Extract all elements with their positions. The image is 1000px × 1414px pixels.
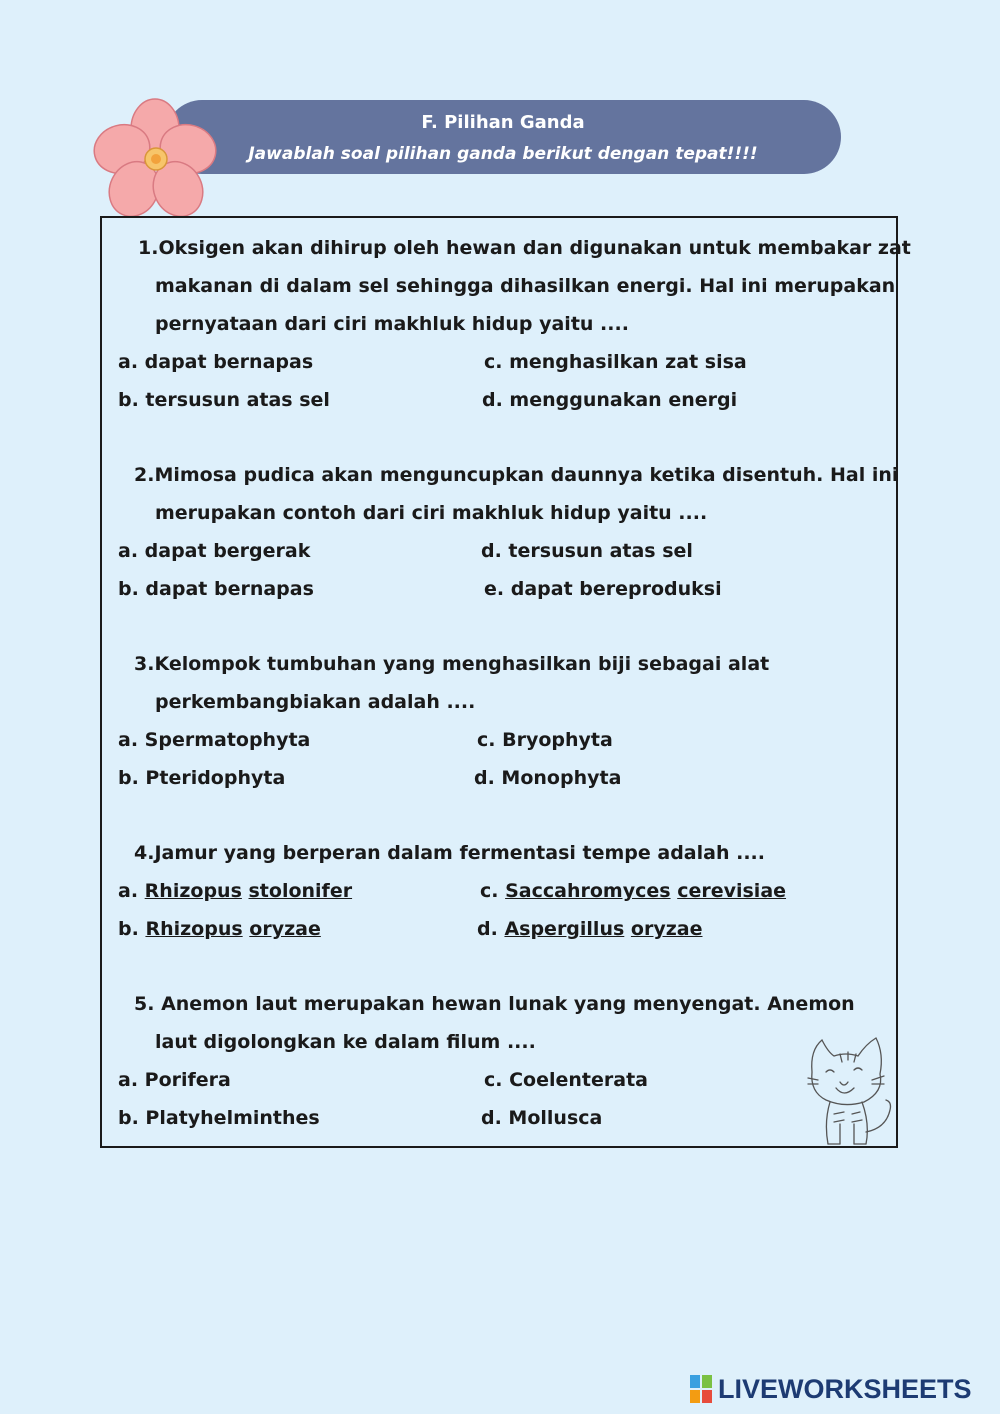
brand-name: LIVEWORKSHEETS xyxy=(718,1373,972,1404)
q3-option-c[interactable]: c. Bryophyta xyxy=(477,729,613,751)
question-2-line-2: merupakan contoh dari ciri makhluk hidup yaitu .... xyxy=(155,502,708,524)
q3-option-a[interactable]: a. Spermatophyta xyxy=(118,729,311,751)
cat-icon xyxy=(800,1032,900,1150)
q2-option-e[interactable]: e. dapat bereproduksi xyxy=(484,578,722,600)
q5-option-c[interactable]: c. Coelenterata xyxy=(484,1069,648,1091)
footer-brand[interactable] xyxy=(690,1372,972,1406)
liveworksheets-logo-icon xyxy=(690,1375,712,1403)
q4-option-a[interactable]: a. Rhizopus stolonifer xyxy=(118,880,353,902)
question-1-line-2: makanan di dalam sel sehingga dihasilkan energi. Hal ini merupakan xyxy=(155,275,896,297)
q3-option-b[interactable]: b. Pteridophyta xyxy=(118,767,286,789)
header-banner xyxy=(165,100,841,174)
section-title: F. Pilihan Ganda xyxy=(421,112,585,133)
q1-option-a[interactable]: a. dapat bernapas xyxy=(118,351,314,373)
question-3-line-2: perkembangbiakan adalah .... xyxy=(155,691,476,713)
q1-option-c[interactable]: c. menghasilkan zat sisa xyxy=(484,351,747,373)
q4-option-b[interactable]: b. Rhizopus oryzae xyxy=(118,918,321,940)
q3-option-d[interactable]: d. Monophyta xyxy=(474,767,622,789)
q5-option-a[interactable]: a. Porifera xyxy=(118,1069,231,1091)
question-1-line-1: 1.Oksigen akan dihirup oleh hewan dan digunakan untuk membakar zat xyxy=(138,237,911,259)
q2-option-a[interactable]: a. dapat bergerak xyxy=(118,540,311,562)
q5-option-d[interactable]: d. Mollusca xyxy=(481,1107,603,1129)
question-5-line-2: laut digolongkan ke dalam filum .... xyxy=(155,1031,536,1053)
question-3-line-1: 3.Kelompok tumbuhan yang menghasilkan biji sebagai alat xyxy=(134,653,770,675)
q4-option-d[interactable]: d. Aspergillus oryzae xyxy=(477,918,703,940)
q1-option-b[interactable]: b. tersusun atas sel xyxy=(118,389,330,411)
question-4-line-1: 4.Jamur yang berperan dalam fermentasi tempe adalah .... xyxy=(134,842,765,864)
section-instruction: Jawablah soal pilihan ganda berikut dengan tepat!!!! xyxy=(248,144,758,164)
q2-option-d[interactable]: d. tersusun atas sel xyxy=(481,540,693,562)
q2-option-b[interactable]: b. dapat bernapas xyxy=(118,578,314,600)
q1-option-d[interactable]: d. menggunakan energi xyxy=(482,389,738,411)
flower-icon xyxy=(92,97,218,219)
question-5-line-1: 5. Anemon laut merupakan hewan lunak yang menyengat. Anemon xyxy=(134,993,855,1015)
q4-option-c[interactable]: c. Saccahromyces cerevisiae xyxy=(480,880,787,902)
q5-option-b[interactable]: b. Platyhelminthes xyxy=(118,1107,320,1129)
question-2-line-1: 2.Mimosa pudica akan menguncupkan daunnya ketika disentuh. Hal ini xyxy=(134,464,899,486)
question-1-line-3: pernyataan dari ciri makhluk hidup yaitu .... xyxy=(155,313,629,335)
